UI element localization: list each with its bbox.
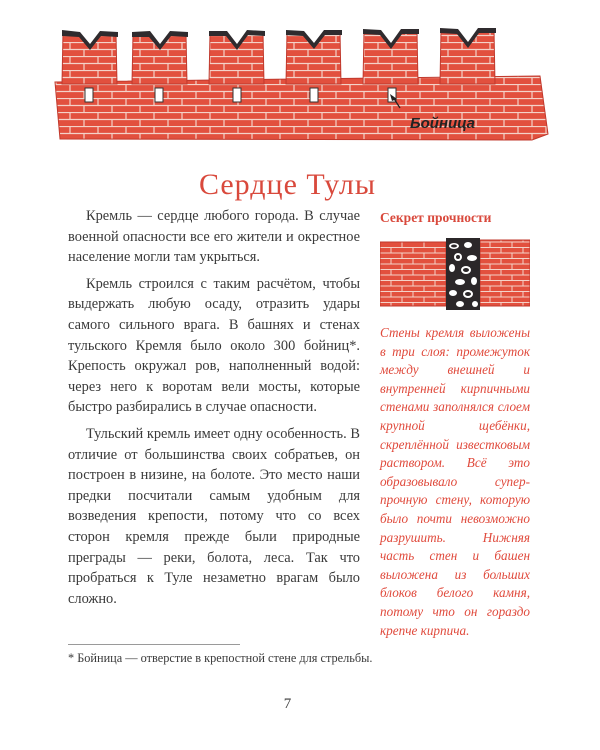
sidebar-title: Секрет прочности: [380, 210, 492, 225]
footnote-divider: [68, 644, 240, 645]
footnote: * Бойница — отверстие в крепостной стене для стрельбы.: [68, 651, 373, 665]
main-text: [68, 206, 360, 615]
kremlin-wall-illustration: [0, 0, 600, 150]
paragraph: Кремль строился с таким расчётом, чтобы выдержать любую осаду, отразить удары самого сильного врага. В башнях и стенах тульского Кремля было около 300 бойниц*. Крепость окружал ров, наполненный водой: через него к воротам вели мосты, которые быстро разбирались в случае опасности.: [68, 275, 360, 416]
wall-section-illustration: [380, 236, 530, 312]
merlon-caps: [62, 28, 496, 50]
merlons: [62, 30, 495, 84]
paragraph: Тульский кремль имеет одну особенность. В отличие от большинства своих собратьев, он построен в низине, на болоте. Это место наши предки посчитали самым удобным для возведения крепости, потому что со всех сторон кремля прежде были природные преграды — реки, болота, леса. Так что пробраться к Туле незаметно врагам было сложно.: [68, 425, 360, 607]
sidebar-text: Стены кремля выложены в три слоя: промежуток между внешней и внутренней кирпичными стенами заполнялся слоем крупной щебёнки, скреплённой известковым раствором. Всё это образовывало суперпрочную стену, которую было почти невозможно разрушить. Нижняя часть стен и башен выложена из больших блоков белого камня, потому что он гораздо крепче кирпича.: [380, 325, 530, 638]
loophole-label: Бойница: [410, 115, 476, 132]
sidebar: [380, 210, 530, 640]
paragraph: Кремль — сердце любого города. В случае военной опасности все его жители и окрестное население могли там укрыться.: [68, 208, 360, 266]
page-title: Сердце Тулы: [198, 168, 377, 201]
page-number: 7: [283, 696, 292, 712]
